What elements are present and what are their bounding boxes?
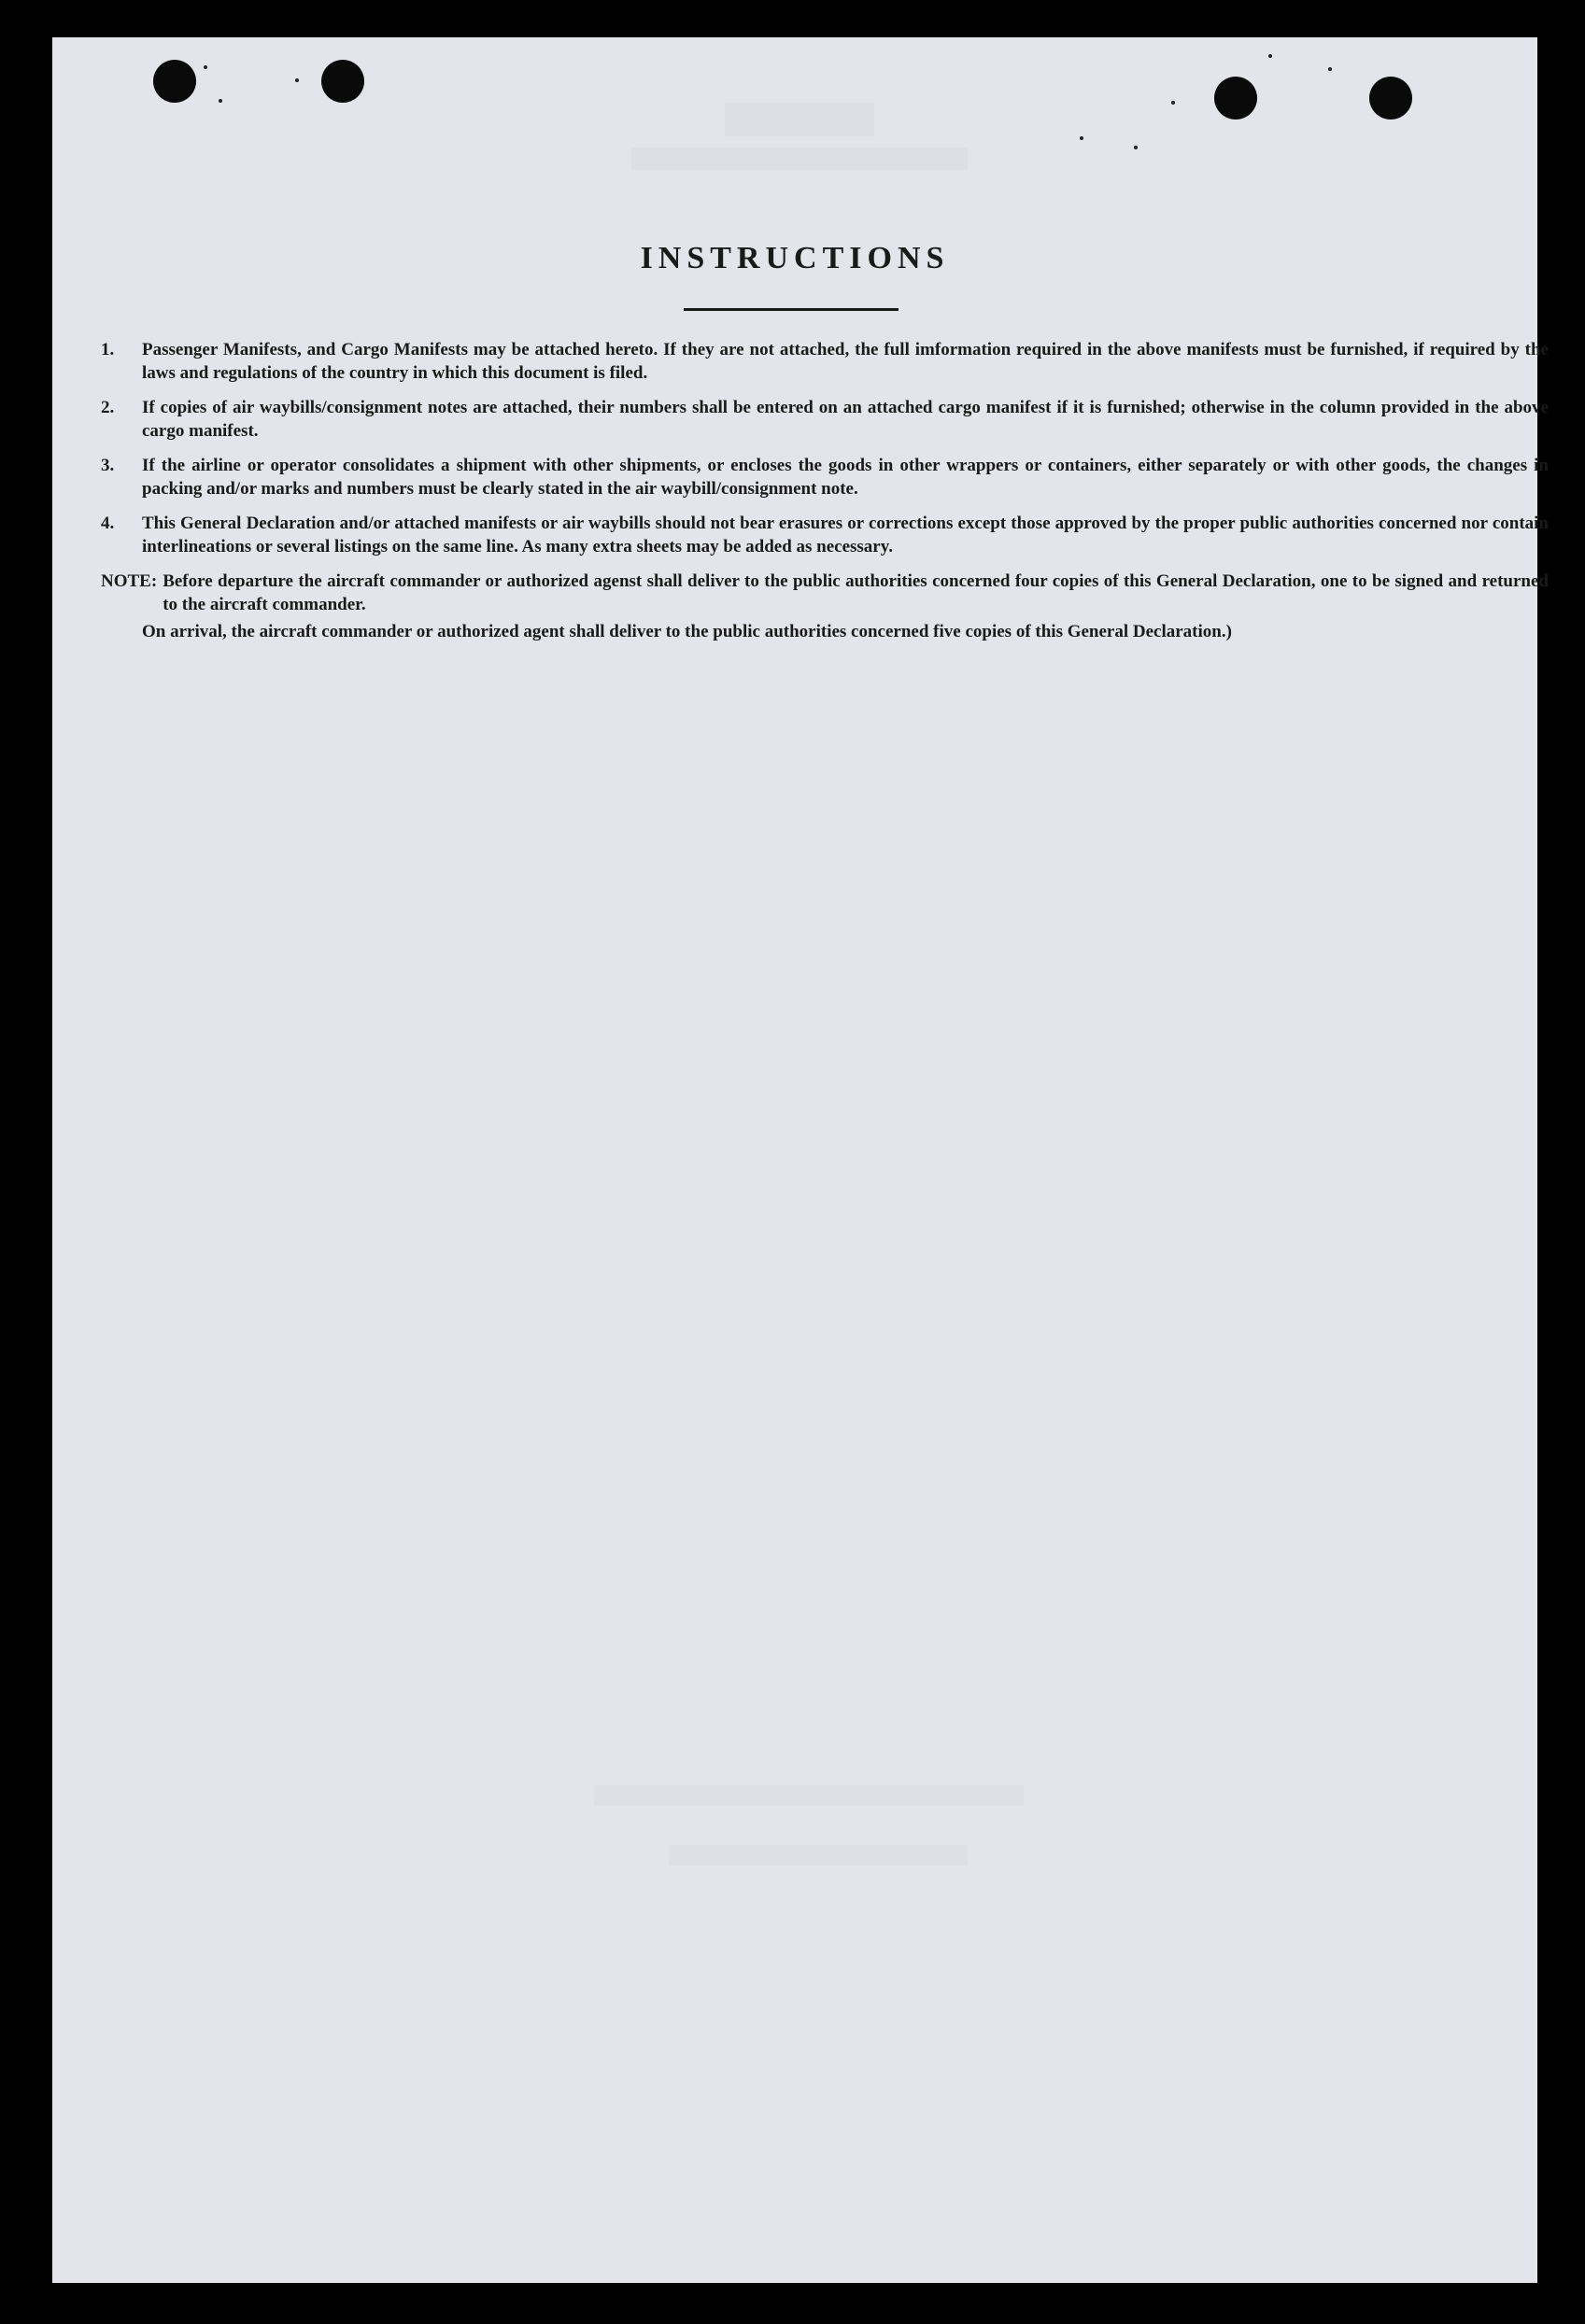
note-arrival-text: On arrival, the aircraft commander or authorized agent shall deliver to the public authorities concerned five copies of this General Declaration.) (142, 622, 1232, 641)
punch-hole-left-2 (321, 60, 364, 103)
instruction-item-2 (101, 396, 1549, 443)
bleed-through-text (669, 1845, 968, 1866)
instructions-list (101, 338, 1549, 643)
instruction-number: 4. (101, 514, 115, 533)
instruction-text: Passenger Manifests, and Cargo Manifests may be attached hereto. If they are not attached, the full imformation required in the above manifests must be furnished, if required by the laws and regulations of the country in which this document is filed. (142, 340, 1549, 383)
speck (295, 78, 299, 82)
speck (204, 65, 207, 69)
instruction-number: 1. (101, 340, 115, 359)
note-block (101, 570, 1549, 616)
note-text: Before departure the aircraft commander or authorized agenst shall deliver to the public authorities concerned four copies of this General Declaration, one to be signed and returned to the aircraft commander. (163, 571, 1549, 614)
bleed-through-text (594, 1785, 1024, 1806)
instruction-number: 2. (101, 398, 115, 417)
page-title: INSTRUCTIONS (640, 241, 950, 275)
instruction-number: 3. (101, 456, 115, 475)
punch-hole-right-2 (1369, 77, 1412, 120)
bleed-through-text (725, 103, 874, 136)
instruction-text: If the airline or operator consolidates a shipment with other shipments, or encloses the goods in other wrappers or containers, either separately or with other goods, the changes in packing and/or marks and numbers must be clearly stated in the air waybill/consignment note. (142, 456, 1549, 499)
punch-hole-right-1 (1214, 77, 1257, 120)
speck (1328, 67, 1332, 71)
speck (219, 99, 222, 103)
punch-hole-left-1 (153, 60, 196, 103)
document-page (52, 37, 1549, 2283)
instruction-text: This General Declaration and/or attached manifests or air waybills should not bear erasures or corrections except those approved by the proper public authorities concerned nor contain interlineations or several listings on the same line. As many extra sheets may be added as necessary. (142, 514, 1549, 556)
note-label: NOTE: (101, 571, 158, 591)
bleed-through-text (631, 148, 968, 170)
instruction-item-3 (101, 454, 1549, 500)
speck (1268, 54, 1272, 58)
speck (1080, 136, 1083, 140)
speck (1134, 146, 1138, 149)
instruction-item-1 (101, 338, 1549, 385)
instruction-item-4 (101, 512, 1549, 558)
speck (1171, 101, 1175, 105)
instruction-text: If copies of air waybills/consignment notes are attached, their numbers shall be entered on an attached cargo manifest if it is furnished; otherwise in the column provided in the above cargo manifest. (142, 398, 1549, 441)
title-underline (684, 308, 899, 311)
